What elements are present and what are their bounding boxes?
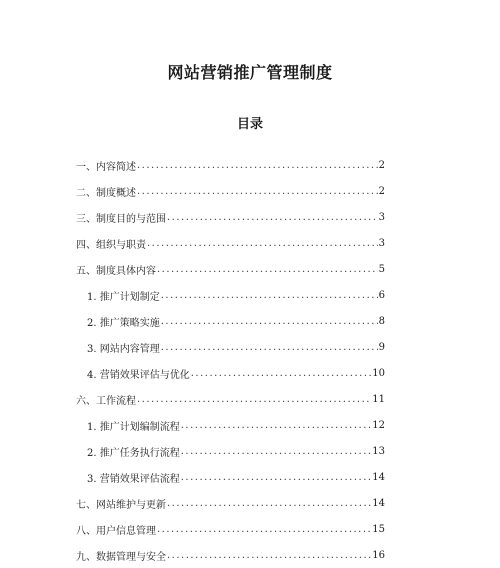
toc-page-number: 3 bbox=[378, 237, 385, 249]
toc-entry-title: 一、内容简述 bbox=[76, 161, 136, 173]
toc-dot-leader bbox=[167, 498, 371, 509]
toc-dot-leader bbox=[161, 342, 378, 353]
toc-entry-title: 六、工作流程 bbox=[76, 395, 136, 407]
toc-page-number: 13 bbox=[372, 445, 385, 457]
toc-entry[interactable] bbox=[76, 386, 385, 412]
toc-entry[interactable] bbox=[76, 542, 385, 568]
toc-page-number: 5 bbox=[378, 263, 385, 275]
toc-entry[interactable] bbox=[76, 152, 385, 178]
toc-entry-title: 五、制度具体内容 bbox=[76, 265, 156, 277]
toc-dot-leader bbox=[181, 472, 372, 483]
toc-entry[interactable] bbox=[76, 256, 385, 282]
toc-subentry[interactable] bbox=[76, 282, 385, 308]
toc-page-number: 3 bbox=[378, 211, 385, 223]
toc-dot-leader bbox=[157, 264, 378, 275]
toc-subentry[interactable] bbox=[76, 360, 385, 386]
toc-page-number: 2 bbox=[378, 185, 385, 197]
toc-subentry[interactable] bbox=[76, 464, 385, 490]
toc-page-number: 10 bbox=[372, 367, 385, 379]
toc-entry-title: 1. 推广计划制定 bbox=[87, 291, 160, 303]
toc-dot-leader bbox=[167, 212, 378, 223]
toc-subentry[interactable] bbox=[76, 412, 385, 438]
toc-entry[interactable] bbox=[76, 516, 385, 542]
toc-page-number: 14 bbox=[372, 471, 385, 483]
toc-subentry[interactable] bbox=[76, 438, 385, 464]
toc-page-number: 12 bbox=[372, 419, 385, 431]
toc-dot-leader bbox=[161, 290, 378, 301]
toc-entry-title: 2. 推广任务执行流程 bbox=[87, 447, 180, 459]
toc-dot-leader bbox=[137, 160, 378, 171]
toc-entry-title: 3. 网站内容管理 bbox=[87, 343, 160, 355]
toc-entry-title: 九、数据管理与安全 bbox=[76, 551, 166, 563]
toc-dot-leader bbox=[181, 420, 372, 431]
toc-entry-title: 2. 推广策略实施 bbox=[87, 317, 160, 329]
toc-entry-title: 四、组织与职责 bbox=[76, 239, 146, 251]
toc-dot-leader bbox=[191, 368, 372, 379]
toc-dot-leader bbox=[181, 446, 372, 457]
toc-entry-title: 三、制度目的与范围 bbox=[76, 213, 166, 225]
toc-page-number: 16 bbox=[372, 549, 385, 561]
toc-dot-leader bbox=[157, 524, 371, 535]
toc-dot-leader bbox=[147, 238, 378, 249]
toc-page-number: 11 bbox=[372, 393, 385, 405]
toc-entry[interactable] bbox=[76, 230, 385, 256]
toc-dot-leader bbox=[167, 550, 371, 561]
toc-page-number: 14 bbox=[372, 497, 385, 509]
toc-entry[interactable] bbox=[76, 178, 385, 204]
toc-page-number: 15 bbox=[372, 523, 385, 535]
toc-entry-title: 1. 推广计划编制流程 bbox=[87, 421, 180, 433]
toc-entry-title: 八、用户信息管理 bbox=[76, 525, 156, 537]
toc-dot-leader bbox=[137, 394, 371, 405]
toc-entry-title: 3. 营销效果评估流程 bbox=[87, 473, 180, 485]
toc-entry[interactable] bbox=[76, 490, 385, 516]
toc-page-number: 8 bbox=[378, 315, 385, 327]
toc-subentry[interactable] bbox=[76, 334, 385, 360]
toc-heading: 目录 bbox=[236, 117, 263, 132]
toc-page-number: 6 bbox=[378, 289, 385, 301]
toc-entry[interactable] bbox=[76, 204, 385, 230]
toc-page-number: 2 bbox=[378, 159, 385, 171]
toc-entry-title: 七、网站维护与更新 bbox=[76, 499, 166, 511]
toc-entry-title: 二、制度概述 bbox=[76, 187, 136, 199]
toc-page-number: 9 bbox=[378, 341, 385, 353]
toc-entry-title: 4. 营销效果评估与优化 bbox=[87, 369, 190, 381]
toc-dot-leader bbox=[137, 186, 378, 197]
toc-dot-leader bbox=[161, 316, 378, 327]
table-of-contents bbox=[76, 152, 385, 568]
document-title: 网站营销推广管理制度 bbox=[167, 63, 333, 82]
toc-subentry[interactable] bbox=[76, 308, 385, 334]
